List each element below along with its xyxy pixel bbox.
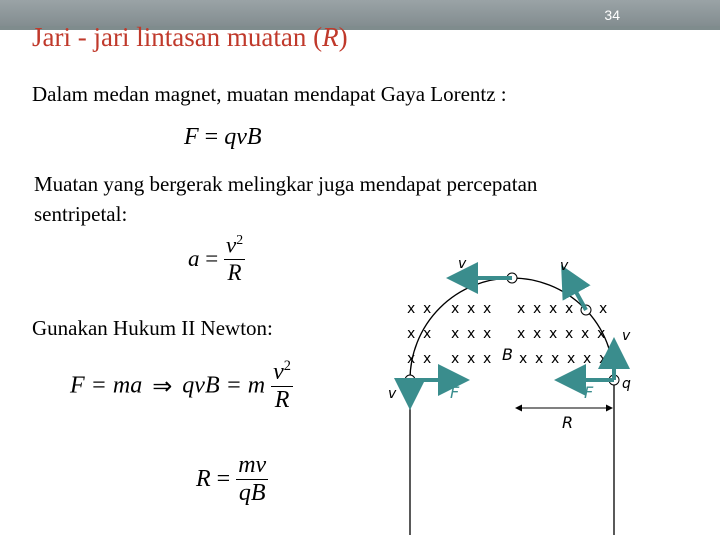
label-q: q (622, 376, 631, 392)
eq1-rhs: qvB (224, 124, 262, 150)
eq2-numerator: v (225, 232, 237, 258)
field-x-mark: x (483, 326, 492, 342)
field-x-mark: x (423, 301, 432, 317)
field-x-mark: x (597, 326, 606, 342)
field-x-mark: x (549, 301, 558, 317)
field-x-mark: x (551, 351, 560, 367)
field-x-mark: x (533, 326, 542, 342)
centripetal-line-1: Muatan yang bergerak melingkar juga mendapat percepatan (34, 172, 538, 196)
field-x-mark: x (467, 351, 476, 367)
eq4-lhs: R (196, 466, 211, 492)
field-x-mark: x (467, 326, 476, 342)
label-R: R (562, 413, 574, 432)
eq3-denominator: R (274, 387, 290, 413)
centripetal-line-2: sentripetal: (34, 202, 128, 226)
label-v-left: v (388, 386, 397, 402)
field-x-mark: x (407, 301, 416, 317)
field-x-mark: x (565, 301, 574, 317)
field-x-mark: x (583, 351, 592, 367)
label-F-right: F (584, 383, 594, 402)
field-x-mark: x (517, 326, 526, 342)
eq2-denominator: R (227, 259, 242, 285)
trajectory-arc (410, 278, 614, 535)
label-B: B (502, 345, 513, 364)
label-v-top-left: v (458, 256, 467, 272)
title-close: ) (338, 22, 348, 52)
eq4-denominator: qB (238, 480, 266, 506)
eq2-lhs: a (188, 245, 200, 271)
field-x-mark: x (423, 351, 432, 367)
field-x-mark: x (407, 351, 416, 367)
field-x-mark: x (517, 301, 526, 317)
field-x-mark: x (423, 326, 432, 342)
label-v-top-right: v (560, 258, 569, 274)
eq1-equals: = (204, 124, 219, 150)
field-x-mark: x (519, 351, 528, 367)
field-x-mark: x (549, 326, 558, 342)
eq3-arrow: ⇒ (152, 373, 173, 400)
eq3-left: F = ma (70, 372, 143, 399)
field-x-mark: x (451, 351, 460, 367)
lorentz-intro: Dalam medan magnet, muatan mendapat Gaya Lorentz : (32, 82, 507, 106)
field-x-mark: x (581, 326, 590, 342)
field-x-mark: x (535, 351, 544, 367)
field-x-mark: x (533, 301, 542, 317)
field-x-mark: x (483, 351, 492, 367)
field-x-mark: x (451, 301, 460, 317)
eq3-exponent: 2 (283, 358, 291, 374)
field-x-mark: x (407, 326, 416, 342)
eq4-numerator: mv (238, 452, 267, 478)
field-x-mark: x (599, 301, 608, 317)
eq4-equals: = (216, 466, 231, 492)
title-variable: R (322, 22, 339, 52)
eq3-numerator: v (273, 359, 284, 385)
eq2-exponent: 2 (236, 232, 244, 247)
field-x-mark: x (567, 351, 576, 367)
field-x-mark: x (483, 301, 492, 317)
field-x-mark: x (467, 301, 476, 317)
field-x-mark: x (599, 351, 608, 367)
label-v-right: v (622, 328, 631, 344)
title-text: Jari - jari lintasan muatan ( (32, 22, 323, 52)
eq2-equals: = (205, 245, 219, 271)
eq3-mid: qvB = m (182, 372, 266, 399)
eq1-lhs: F (184, 124, 199, 150)
field-x-mark: x (565, 326, 574, 342)
field-x-mark: x (451, 326, 460, 342)
newton-intro: Gunakan Hukum II Newton: (32, 316, 273, 340)
label-F-left: F (450, 383, 460, 402)
page-number: 34 (604, 7, 620, 23)
